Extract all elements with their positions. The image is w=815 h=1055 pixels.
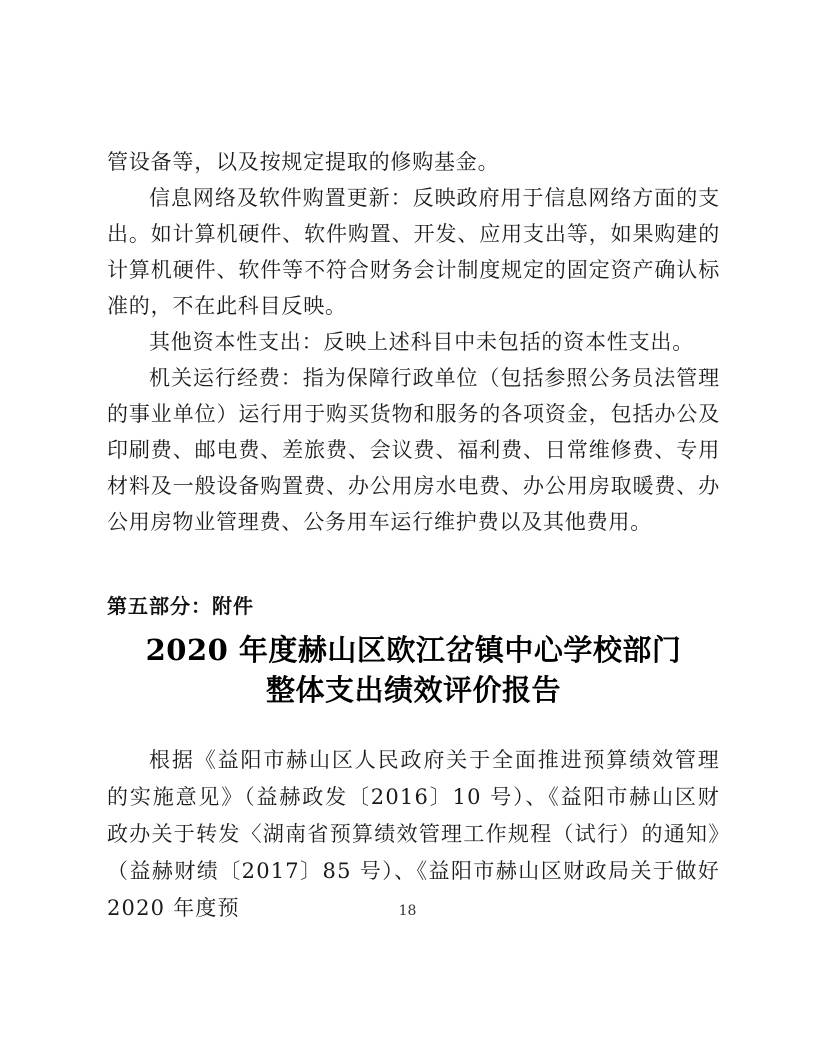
budget-terms-section: [107, 144, 720, 540]
page-number: 18: [398, 903, 417, 919]
report-intro-paragraph: 根据《益阳市赫山区人民政府关于全面推进预算绩效管理的实施意见》（益赫政发〔2016〕10 号）、《益阳市赫山区财政办关于转发〈湖南省预算绩效管理工作规程（试行）的通知》（益赫财绩〔2017〕85 号）、《益阳市赫山区财政局关于做好 2020 年度预: [107, 748, 720, 920]
paragraph-agency-operating: 机关运行经费：指为保障行政单位（包括参照公务员法管理的事业单位）运行用于购买货物和服务的各项资金，包括办公及印刷费、邮电费、差旅费、会议费、福利费、日常维修费、专用材料及一般设备购置费、办公用房水电费、办公用房取暖费、办公用房物业管理费、公务用车运行维护费以及其他费用。: [107, 366, 720, 534]
paragraph-info-network: 信息网络及软件购置更新：反映政府用于信息网络方面的支出。如计算机硬件、软件购置、开发、应用支出等，如果购建的计算机硬件、软件等不符合财务会计制度规定的固定资产确认标准的，不在此科目反映。: [107, 186, 720, 318]
paragraph-other-capital: 其他资本性支出：反映上述科目中未包括的资本性支出。: [149, 330, 694, 354]
report-title-line1: 2020 年度赫山区欧江岔镇中心学校部门: [145, 633, 682, 667]
report-title: [107, 630, 720, 710]
section-heading-part5: 第五部分：附件: [107, 594, 254, 618]
paragraph-continuation: 管设备等，以及按规定提取的修购基金。: [107, 150, 500, 174]
report-title-line2: 整体支出绩效评价报告: [265, 673, 561, 707]
page-content: [107, 144, 720, 927]
